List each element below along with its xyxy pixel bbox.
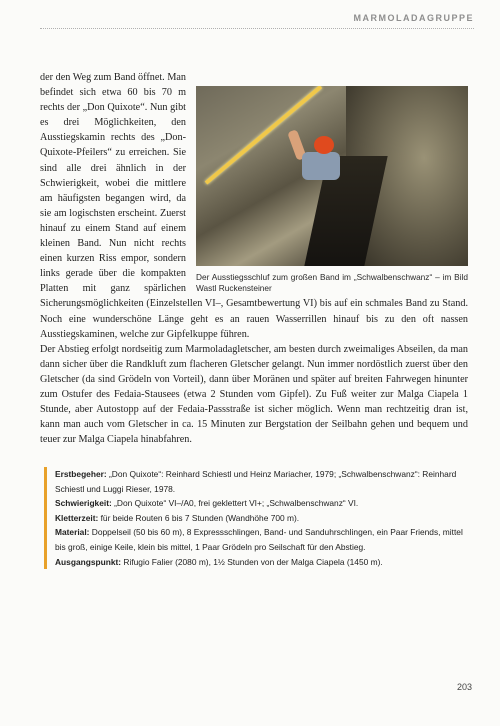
info-label: Kletterzeit: <box>55 512 99 523</box>
info-first-ascent <box>55 467 475 496</box>
info-label: Schwierigkeit: <box>55 498 112 509</box>
info-label: Material: <box>55 527 90 538</box>
chapter-title: MARMOLADAGRUPPE <box>353 13 474 23</box>
info-climb-time <box>55 511 475 526</box>
page-header <box>0 0 500 30</box>
main-text <box>40 70 468 447</box>
info-value: Doppelseil (50 bis 60 m), 8 Expressschlingen, Band- und Sanduhrschlingen, ein Paar Friends, mittel bis groß, einige Keile, klein bis mittel, 1 Paar Grödeln pro Seilschaft für den Abstieg. <box>55 527 463 552</box>
route-info-box <box>44 467 475 569</box>
info-label: Ausgangspunkt: <box>55 556 122 567</box>
info-material <box>55 525 475 554</box>
photo-caption: Der Ausstiegsschluf zum großen Band im „Schwalbenschwanz“ – im Bild Wastl Ruckensteiner <box>196 272 468 293</box>
info-label: Erstbegeher: <box>55 469 107 479</box>
info-value: Rifugio Falier (2080 m), 1½ Stunden von der Malga Ciapela (1450 m). <box>121 556 383 567</box>
climber-body <box>302 152 340 180</box>
info-value: „Don Quixote“ VI–/A0, frei geklettert VI+; „Schwalbenschwanz“ VI. <box>111 498 359 509</box>
info-value: „Don Quixote“: Reinhard Schiestl und Heinz Mariacher, 1979; „Schwalbenschwanz“: Reinhard Schiestl und Luggi Rieser, 1978. <box>55 469 457 494</box>
info-value: für beide Routen 6 bis 7 Stunden (Wandhöhe 700 m). <box>98 512 300 523</box>
climber-helmet <box>314 136 334 154</box>
header-divider <box>40 28 474 29</box>
info-difficulty <box>55 496 475 511</box>
paragraph-descent: Der Abstieg erfolgt nordseitig zum Marmoladagletscher, am besten durch zweimaliges Abseilen, da man dann sicher über die Randkluft zum flacheren Gletscher gelangt. Nun immer nordöstlich zuerst über den Gletscher (da sind Grödeln von Vorteil), dann über Moränen und später auf breiten Fahrwegen hinunter zum Ostufer des Fedaia-Stausees (etwa 2 Stunden vom Gipfel). Zu Fuß weiter zur Malga Ciapela 1 Stunde, aber Autostopp auf der Fedaia-Passstraße ist sicher möglich. Wenn man rechtzeitig dran ist, kann man auch vom Gletscher in ca. 15 Minuten zur Bergstation der Seilbahn gehen und bequem und teuer zur Malga Ciapela hinabfahren. <box>40 343 468 446</box>
info-start-point <box>55 555 475 570</box>
page-number: 203 <box>456 682 472 692</box>
climber-photo <box>196 86 468 266</box>
paragraph-route: der den Weg zum Band öffnet. Man befindet sich etwa 60 bis 70 m rechts der „Don Quixote“. Nun gibt es drei Möglichkeiten, den Ausstiegskamin rechts des „Don-Quixote-Pfeilers“ zu erreichen. Sie sind alle drei ähnlich in der Schwierigkeit, wobei die mittlere am häufigsten begangen wird, da sie am logischsten erscheint. Zuerst hinauf zu einem Stand auf einem kleinen Band. Nun nicht rechts einen kurzen Riss empor, sondern links gerade über die kompakten Platten mit ganz spärlichen Sicherungsmöglichkeiten (Einzelstellen VI–, Gesamtbewertung VI) bis auf ein schmales Band zu Stand. Noch eine wunderschöne Länge geht es an rauen Wasserrillen hinauf bis zu den oft nassen Ausstiegskaminen, welche zur Gipfelkuppe führen. <box>40 72 468 340</box>
